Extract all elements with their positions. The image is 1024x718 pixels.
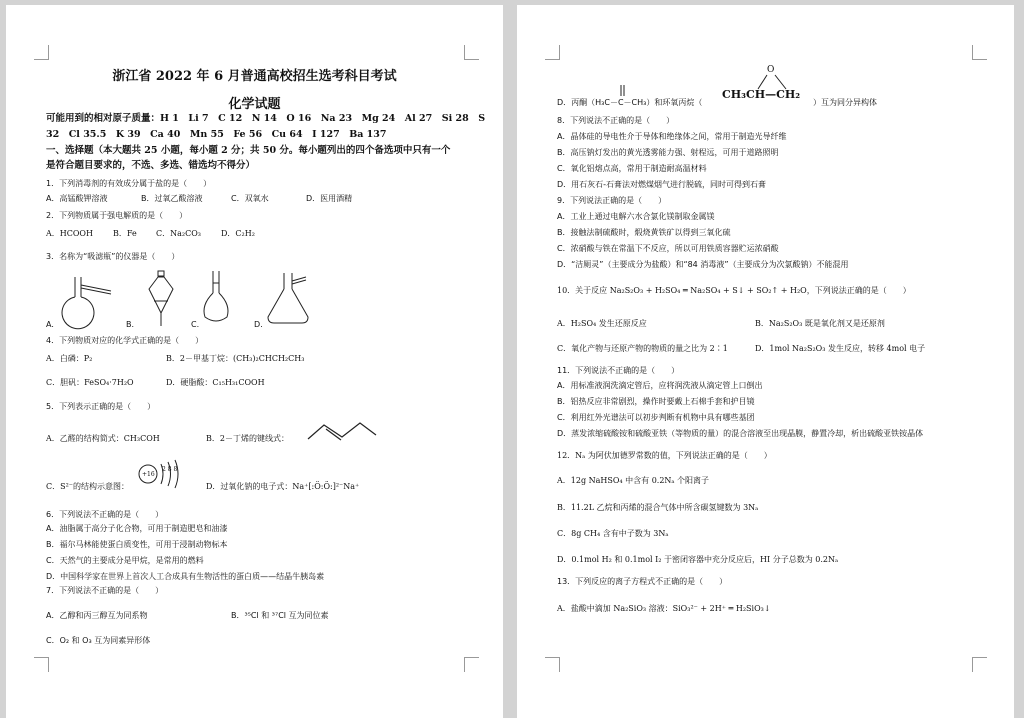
q4-option-a: A．白磷：P₂: [46, 354, 93, 363]
q5-option-d: D．过氧化钠的电子式：Na⁺[:Ö:Ö:]²⁻Na⁺: [206, 482, 360, 491]
q10-option-a: A．H₂SO₄ 发生还原反应: [557, 319, 647, 328]
butene-skeletal-formula: [306, 419, 378, 441]
question-13: 13．下列反应的离子方程式不正确的是（ ）: [557, 577, 728, 586]
q12-option-c: C．8g CH₄ 含有中子数为 3Nₐ: [557, 529, 669, 538]
left-page: [6, 5, 503, 718]
q2-option-a: A．HCOOH: [46, 229, 93, 238]
q4-option-b: B．2－甲基丁烷：(CH₃)₂CHCH₂CH₃: [166, 354, 305, 363]
q4-option-c: C．胆矾：FeSO₄·7H₂O: [46, 378, 134, 387]
crop-mark: [464, 657, 479, 672]
q5-option-b: B．2－丁烯的键线式：: [206, 434, 289, 443]
q7-option-c: C．O₂ 和 O₃ 互为同素异形体: [46, 636, 151, 645]
question-9: 9．下列说法正确的是（ ）: [557, 196, 667, 205]
question-5: 5．下列表示正确的是（ ）: [46, 402, 156, 411]
question-12: 12．Nₐ 为阿伏加德罗常数的值，下列说法正确的是（ ）: [557, 451, 772, 460]
q2-option-b: B．Fe: [113, 229, 137, 238]
q8-option-c: C．氧化铝熔点高，常用于制造耐高温材料: [557, 164, 707, 173]
q11-option-d: D．蒸发浓缩硫酸铵和硫酸亚铁（等物质的量）的混合溶液至出现晶膜，静置冷却，析出硫酸亚铁铵晶体: [557, 429, 924, 438]
q13-option-a: A．盐酸中滴加 Na₂SiO₃ 溶液：SiO₃²⁻ + 2H⁺ ═ H₂SiO₃↓: [557, 604, 771, 613]
question-3: 3．名称为“吸滤瓶”的仪器是（ ）: [46, 252, 180, 261]
question-10: 10．关于反应 Na₂S₂O₃ + H₂SO₄ ═ Na₂SO₄ + S↓ + SO₂↑ + H₂O，下列说法正确的是（ ）: [557, 286, 911, 295]
crop-mark: [545, 657, 560, 672]
q1-option-c: C．双氧水: [231, 194, 269, 203]
q8-option-d: D．用石灰石-石膏法对燃煤烟气进行脱硫，同时可得到石膏: [557, 180, 767, 189]
crop-mark: [34, 45, 49, 60]
crop-mark: [972, 45, 987, 60]
question-7: 7．下列说法不正确的是（ ）: [46, 586, 164, 595]
q11-option-a: A．用标准液润洗滴定管后，应将润洗液从滴定管上口倒出: [557, 381, 763, 390]
q2-option-d: D．C₂H₂: [221, 229, 255, 238]
q7-option-a: A．乙醇和丙三醇互为同系物: [46, 611, 148, 620]
crop-mark: [34, 657, 49, 672]
question-8: 8．下列说法不正确的是（ ）: [557, 116, 675, 125]
q12-option-d: D．0.1mol H₂ 和 0.1mol I₂ 于密闭容器中充分反应后，HI 分子总数为 0.2Nₐ: [557, 555, 839, 564]
q5-option-c: C．S²⁻的结构示意图：: [46, 482, 130, 491]
q10-option-b: B．Na₂S₂O₃ 既是氧化剂又是还原剂: [755, 319, 885, 328]
epoxide-formula: CH₃CH—CH₂: [722, 88, 801, 101]
q3-option-a: A.: [46, 320, 54, 329]
question-1: 1．下列消毒剂的有效成分属于盐的是（ ）: [46, 179, 212, 188]
exam-subtitle: 化学试题: [228, 97, 281, 112]
q7-option-d-prefix: D．丙酮（H₃C－C－CH₃）和环氧丙烷（: [557, 98, 703, 107]
right-page: [517, 5, 1014, 718]
q10-option-c: C．氧化产物与还原产物的物质的量之比为 2∶1: [557, 344, 728, 353]
crop-mark: [545, 45, 560, 60]
q12-option-a: A．12g NaHSO₄ 中含有 0.2Nₐ 个阳离子: [557, 476, 710, 485]
q1-option-b: B．过氧乙酸溶液: [141, 194, 203, 203]
exam-title: 浙江省 2022 年 6 月普通高校招生选考科目考试: [112, 69, 397, 84]
q3-option-b: B.: [126, 320, 135, 329]
q7-option-d-suffix: ）互为同分异构体: [813, 98, 877, 107]
distilling-flask-icon: [56, 277, 116, 327]
q9-option-d: D．“洁厕灵”（主要成分为盐酸）和“84 消毒液”（主要成分为次氯酸钠）不能混用: [557, 260, 849, 269]
q3-option-c: C.: [191, 320, 200, 329]
q2-option-c: C．Na₂CO₃: [156, 229, 201, 238]
q6-option-b: B．福尔马林能使蛋白质变性，可用于浸制动物标本: [46, 540, 228, 549]
q11-option-b: B．铝热反应非常剧烈，操作时要戴上石棉手套和护目镜: [557, 397, 755, 406]
q12-option-b: B．11.2L 乙烷和丙烯的混合气体中所含碳氢键数为 3Nₐ: [557, 503, 759, 512]
q3-option-d: D.: [254, 320, 263, 329]
crop-mark: [464, 45, 479, 60]
volumetric-flask-icon: [201, 271, 231, 326]
carbonyl-bond: [618, 81, 628, 97]
question-2: 2．下列物质属于强电解质的是（ ）: [46, 211, 188, 220]
crop-mark: [972, 657, 987, 672]
q9-option-c: C．浓硝酸与铁在常温下不反应，所以可用铁质容器贮运浓硝酸: [557, 244, 779, 253]
q6-option-c: C．天然气的主要成分是甲烷，是常用的燃料: [46, 556, 204, 565]
q9-option-a: A．工业上通过电解六水合氯化镁制取金属镁: [557, 212, 715, 221]
q6-option-d: D．中国科学家在世界上首次人工合成具有生物活性的蛋白质——结晶牛胰岛素: [46, 572, 325, 581]
sulfide-shell-label: 2 8 8: [162, 466, 178, 473]
question-4: 4．下列物质对应的化学式正确的是（ ）: [46, 336, 204, 345]
section-heading-2: 是符合题目要求的，不选、多选、错选均不得分）: [46, 160, 256, 171]
separatory-funnel-icon: [146, 271, 176, 326]
epoxide-oxygen-label: O: [767, 65, 775, 75]
atomic-mass-line-2: 32 Cl 35.5 K 39 Ca 40 Mn 55 Fe 56 Cu 64 I 127 Ba 137: [46, 129, 387, 140]
q7-option-b: B．³⁵Cl 和 ³⁷Cl 互为同位素: [231, 611, 329, 620]
q6-option-a: A．油脂属于高分子化合物，可用于制造肥皂和油漆: [46, 524, 228, 533]
q10-option-d: D．1mol Na₂S₂O₃ 发生反应，转移 4mol 电子: [755, 344, 926, 353]
q5-option-a: A．乙醛的结构简式：CH₃COH: [46, 434, 160, 443]
q4-option-d: D．硬脂酸：C₁₅H₃₁COOH: [166, 378, 265, 387]
q8-option-a: A．晶体硅的导电性介于导体和绝缘体之间，常用于制造光导纤维: [557, 132, 787, 141]
q1-option-a: A．高锰酸钾溶液: [46, 194, 108, 203]
question-11: 11．下列说法不正确的是（ ）: [557, 366, 680, 375]
q1-option-d: D．医用酒精: [306, 194, 353, 203]
question-6: 6．下列说法不正确的是（ ）: [46, 510, 164, 519]
q11-option-c: C．利用红外光谱法可以初步判断有机物中具有哪些基团: [557, 413, 755, 422]
section-heading-1: 一、选择题（本大题共 25 小题，每小题 2 分；共 50 分。每小题列出的四个备选项中只有一个: [46, 145, 451, 156]
suction-flask-icon: [264, 273, 324, 328]
q9-option-b: B．接触法制硫酸时，煅烧黄铁矿以得到三氧化硫: [557, 228, 731, 237]
sulfide-nucleus-label: +16: [142, 471, 155, 478]
q8-option-b: B．高压钠灯发出的黄光透雾能力强、射程远，可用于道路照明: [557, 148, 779, 157]
atomic-mass-line-1: 可能用到的相对原子质量：H 1 Li 7 C 12 N 14 O 16 Na 23 Mg 24 Al 27 Si 28 S: [46, 113, 486, 124]
